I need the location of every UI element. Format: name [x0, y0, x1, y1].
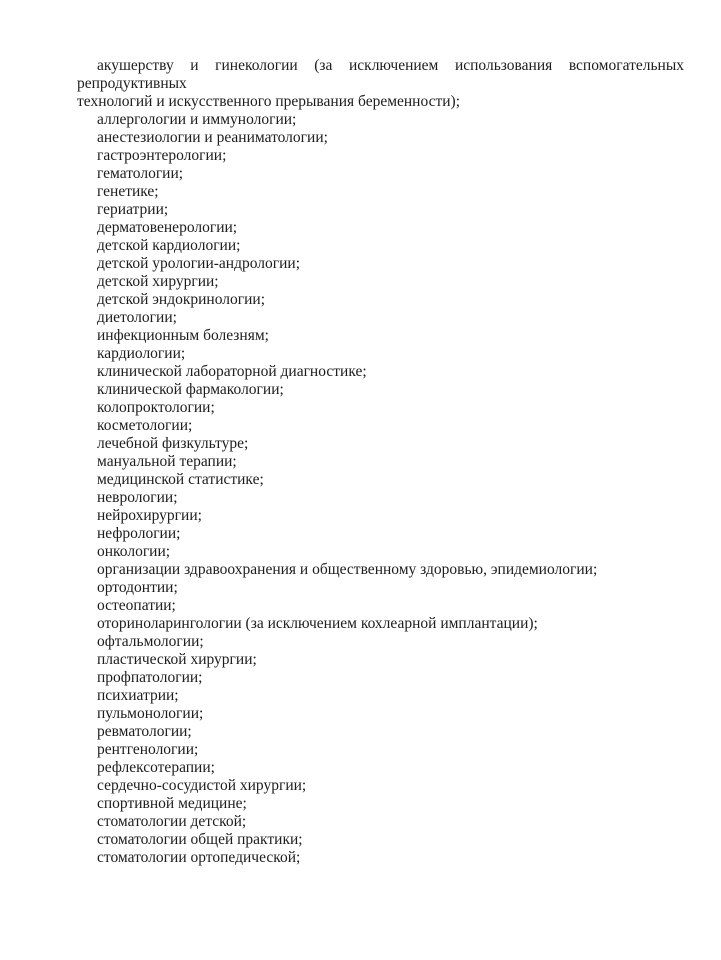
- specialty-line: офтальмологии;: [97, 633, 204, 650]
- specialty-line: аллергологии и иммунологии;: [97, 111, 297, 128]
- specialty-line: гематологии;: [97, 165, 184, 182]
- specialty-line: остеопатии;: [97, 597, 176, 614]
- specialty-line: спортивной медицине;: [97, 795, 247, 812]
- specialty-line: стоматологии детской;: [97, 813, 247, 830]
- specialty-line: инфекционным болезням;: [97, 327, 269, 344]
- specialty-line: детской кардиологии;: [97, 237, 241, 254]
- specialty-line: гастроэнтерологии;: [97, 147, 227, 164]
- specialty-line: колопроктологии;: [97, 399, 215, 416]
- specialty-line: детской хирургии;: [97, 273, 219, 290]
- specialty-line: нейрохирургии;: [97, 507, 202, 524]
- specialty-line: гериатрии;: [97, 201, 169, 218]
- specialty-line: лечебной физкультуре;: [97, 435, 249, 452]
- specialties-list: [77, 57, 684, 867]
- specialty-line: рефлексотерапии;: [97, 759, 215, 776]
- specialty-line: детской урологии-андрологии;: [97, 255, 301, 272]
- specialty-line: пластической хирургии;: [97, 651, 257, 668]
- specialty-line: технологий и искусственного прерывания беременности);: [77, 93, 461, 110]
- specialty-line: сердечно-сосудистой хирургии;: [97, 777, 307, 794]
- specialty-line: стоматологии общей практики;: [97, 831, 303, 848]
- specialty-line: профпатологии;: [97, 669, 203, 686]
- specialty-line: ревматологии;: [97, 723, 192, 740]
- specialty-line: ортодонтии;: [97, 579, 178, 596]
- specialty-line: анестезиологии и реаниматологии;: [97, 129, 328, 146]
- specialty-line: кардиологии;: [97, 345, 186, 362]
- specialty-line: неврологии;: [97, 489, 178, 506]
- specialty-line: детской эндокринологии;: [97, 291, 266, 308]
- specialty-line: пульмонологии;: [97, 705, 204, 722]
- specialty-line: стоматологии ортопедической;: [97, 849, 301, 866]
- specialty-line: мануальной терапии;: [97, 453, 237, 470]
- specialty-line: клинической фармакологии;: [97, 381, 284, 398]
- specialty-line: генетике;: [97, 183, 159, 200]
- specialty-line: медицинской статистике;: [97, 471, 264, 488]
- specialty-line: психиатрии;: [97, 687, 179, 704]
- specialty-line: диетологии;: [97, 309, 177, 326]
- specialty-line: организации здравоохранения и общественному здоровью, эпидемиологии;: [97, 561, 598, 578]
- specialty-line: акушерству и гинекологии (за исключением использования вспомогательных репродуктивных: [77, 57, 684, 92]
- specialty-line: дерматовенерологии;: [97, 219, 238, 236]
- specialty-line: нефрологии;: [97, 525, 181, 542]
- specialty-line: клинической лабораторной диагностике;: [97, 363, 367, 380]
- specialty-line: онкологии;: [97, 543, 171, 560]
- specialty-line: рентгенологии;: [97, 741, 199, 758]
- specialty-line: косметологии;: [97, 417, 193, 434]
- specialty-line: оториноларингологии (за исключением кохлеарной имплантации);: [97, 615, 538, 632]
